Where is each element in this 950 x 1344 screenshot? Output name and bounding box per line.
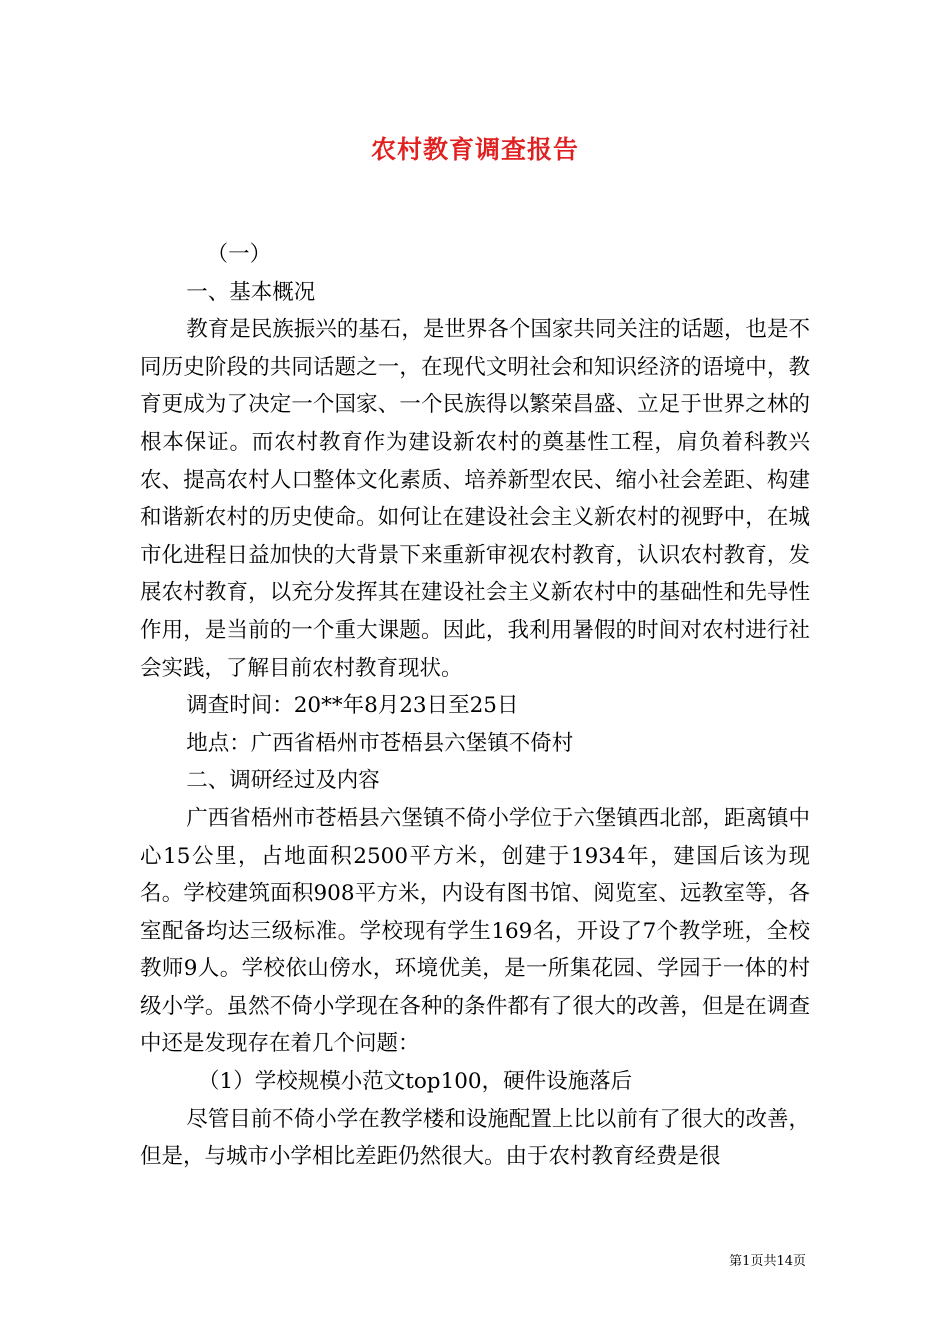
page-number: 第1页共14页 [729,1254,806,1269]
survey-location: 地点：广西省梧州市苍梧县六堡镇不倚村 [186,730,574,756]
paragraph-school: 广西省梧州市苍梧县六堡镇不倚小学位于六堡镇西北部，距离镇中心15公里，占地面积2500平方米，创建于1934年，建国后该为现名。学校建筑面积908平方米，内设有图书馆、阅览室、远教室等，各室配备均达三级标准。学校现有学生169名，开设了7个教学班，全校教师9人。学校依山傍水，环境优美，是一所集花园、学园于一体的村级小学。虽然不倚小学现在各种的条件都有了很大的改善，但是在调查中还是发现存在着几个问题： [140,805,810,1057]
paragraph-facilities: 尽管目前不倚小学在教学楼和设施配置上比以前有了很大的改善，但是，与城市小学相比差距仍然很大。由于农村教育经费是很 [140,1106,810,1170]
document-title: 农村教育调查报告 [370,135,579,164]
subheading-scale: （1）学校规模小范文top100，硬件设施落后 [198,1069,633,1095]
paragraph-intro: 教育是民族振兴的基石，是世界各个国家共同关注的话题，也是不同历史阶段的共同话题之一，在现代文明社会和知识经济的语境中，教育更成为了决定一个国家、一个民族得以繁荣昌盛、立足于世界之林的根本保证。而农村教育作为建设新农村的奠基性工程，肩负着科教兴农、提高农村人口整体文化素质、培养新型农民、缩小社会差距、构建和谐新农村的历史使命。如何让在建设社会主义新农村的视野中，在城市化进程日益加快的大背景下来重新审视农村教育，认识农村教育，发展农村教育，以充分发挥其在建设社会主义新农村中的基础性和先导性作用，是当前的一个重大课题。因此，我利用暑假的时间对农村进行社会实践，了解目前农村教育现状。 [140,317,810,681]
section-heading-process: 二、调研经过及内容 [186,768,380,794]
section-heading-overview: 一、基本概况 [186,279,316,305]
section-marker: （一） [206,242,272,267]
survey-time: 调查时间：20**年8月23日至25日 [186,693,519,719]
document-body [140,236,810,1176]
